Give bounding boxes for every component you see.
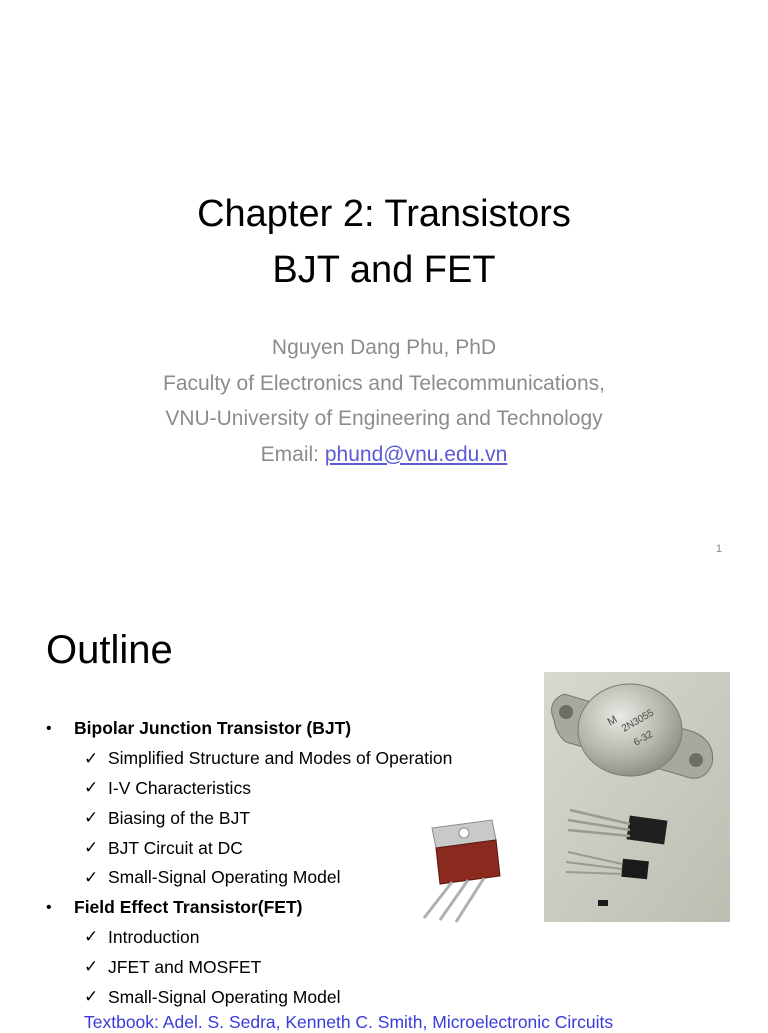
list-item-text: BJT Circuit at DC bbox=[108, 837, 243, 858]
checkmark-icon: ✓ bbox=[84, 748, 99, 768]
title-line-1: Chapter 2: Transistors bbox=[197, 193, 571, 235]
list-item-text: Simplified Structure and Modes of Operation bbox=[108, 748, 453, 769]
can-marking-part: 2N3055 bbox=[620, 707, 656, 735]
transistor-photo bbox=[544, 672, 730, 922]
to92-body bbox=[621, 859, 649, 880]
list-item bbox=[46, 982, 566, 1012]
can-marking-code: 6-32 bbox=[632, 729, 655, 749]
can-marking-logo: M bbox=[605, 713, 620, 729]
to220-transistor-image bbox=[396, 814, 508, 926]
checkmark-icon: ✓ bbox=[84, 957, 99, 977]
list-item-text: Small-Signal Operating Model bbox=[108, 867, 341, 888]
bullet-icon: • bbox=[46, 719, 52, 737]
list-item bbox=[46, 923, 566, 953]
checkmark-icon: ✓ bbox=[84, 778, 99, 798]
checkmark-icon: ✓ bbox=[84, 867, 99, 887]
mount-hole bbox=[559, 705, 573, 719]
section-heading-text: Bipolar Junction Transistor (BJT) bbox=[74, 718, 352, 739]
checkmark-icon: ✓ bbox=[84, 808, 99, 828]
title-line-2: BJT and FET bbox=[272, 249, 496, 291]
author-info bbox=[0, 330, 768, 472]
checkmark-icon: ✓ bbox=[84, 838, 99, 858]
list-item-text: Biasing of the BJT bbox=[108, 807, 251, 828]
email-line bbox=[0, 437, 768, 473]
list-item bbox=[46, 744, 566, 774]
textbook-reference: Textbook: Adel. S. Sedra, Kenneth C. Smith, Microelectronic Circuits bbox=[84, 1012, 614, 1032]
list-item-text: JFET and MOSFET bbox=[108, 956, 262, 977]
section-heading bbox=[46, 714, 566, 744]
section-heading-text: Field Effect Transistor(FET) bbox=[74, 897, 303, 918]
outline-title: Outline bbox=[46, 628, 173, 672]
smd-transistor bbox=[598, 900, 608, 906]
list-item bbox=[46, 952, 566, 982]
list-item bbox=[46, 774, 566, 804]
list-item-text: I-V Characteristics bbox=[108, 777, 251, 798]
list-item-text: Introduction bbox=[108, 926, 200, 947]
to220-body bbox=[436, 840, 500, 884]
checkmark-icon: ✓ bbox=[84, 987, 99, 1007]
list-item-text: Small-Signal Operating Model bbox=[108, 986, 341, 1007]
slide-title bbox=[0, 192, 768, 292]
author-name: Nguyen Dang Phu, PhD bbox=[271, 336, 497, 359]
mount-hole bbox=[459, 828, 469, 838]
email-label: Email: bbox=[260, 442, 325, 466]
slide-number: 1 bbox=[715, 543, 722, 555]
faculty: Faculty of Electronics and Telecommunications, bbox=[163, 371, 605, 395]
checkmark-icon: ✓ bbox=[84, 927, 99, 947]
university: VNU-University of Engineering and Technology bbox=[165, 407, 603, 430]
email-link[interactable]: phund@vnu.edu.vn bbox=[324, 442, 508, 466]
mount-hole bbox=[689, 753, 703, 767]
bullet-icon: • bbox=[46, 898, 52, 916]
